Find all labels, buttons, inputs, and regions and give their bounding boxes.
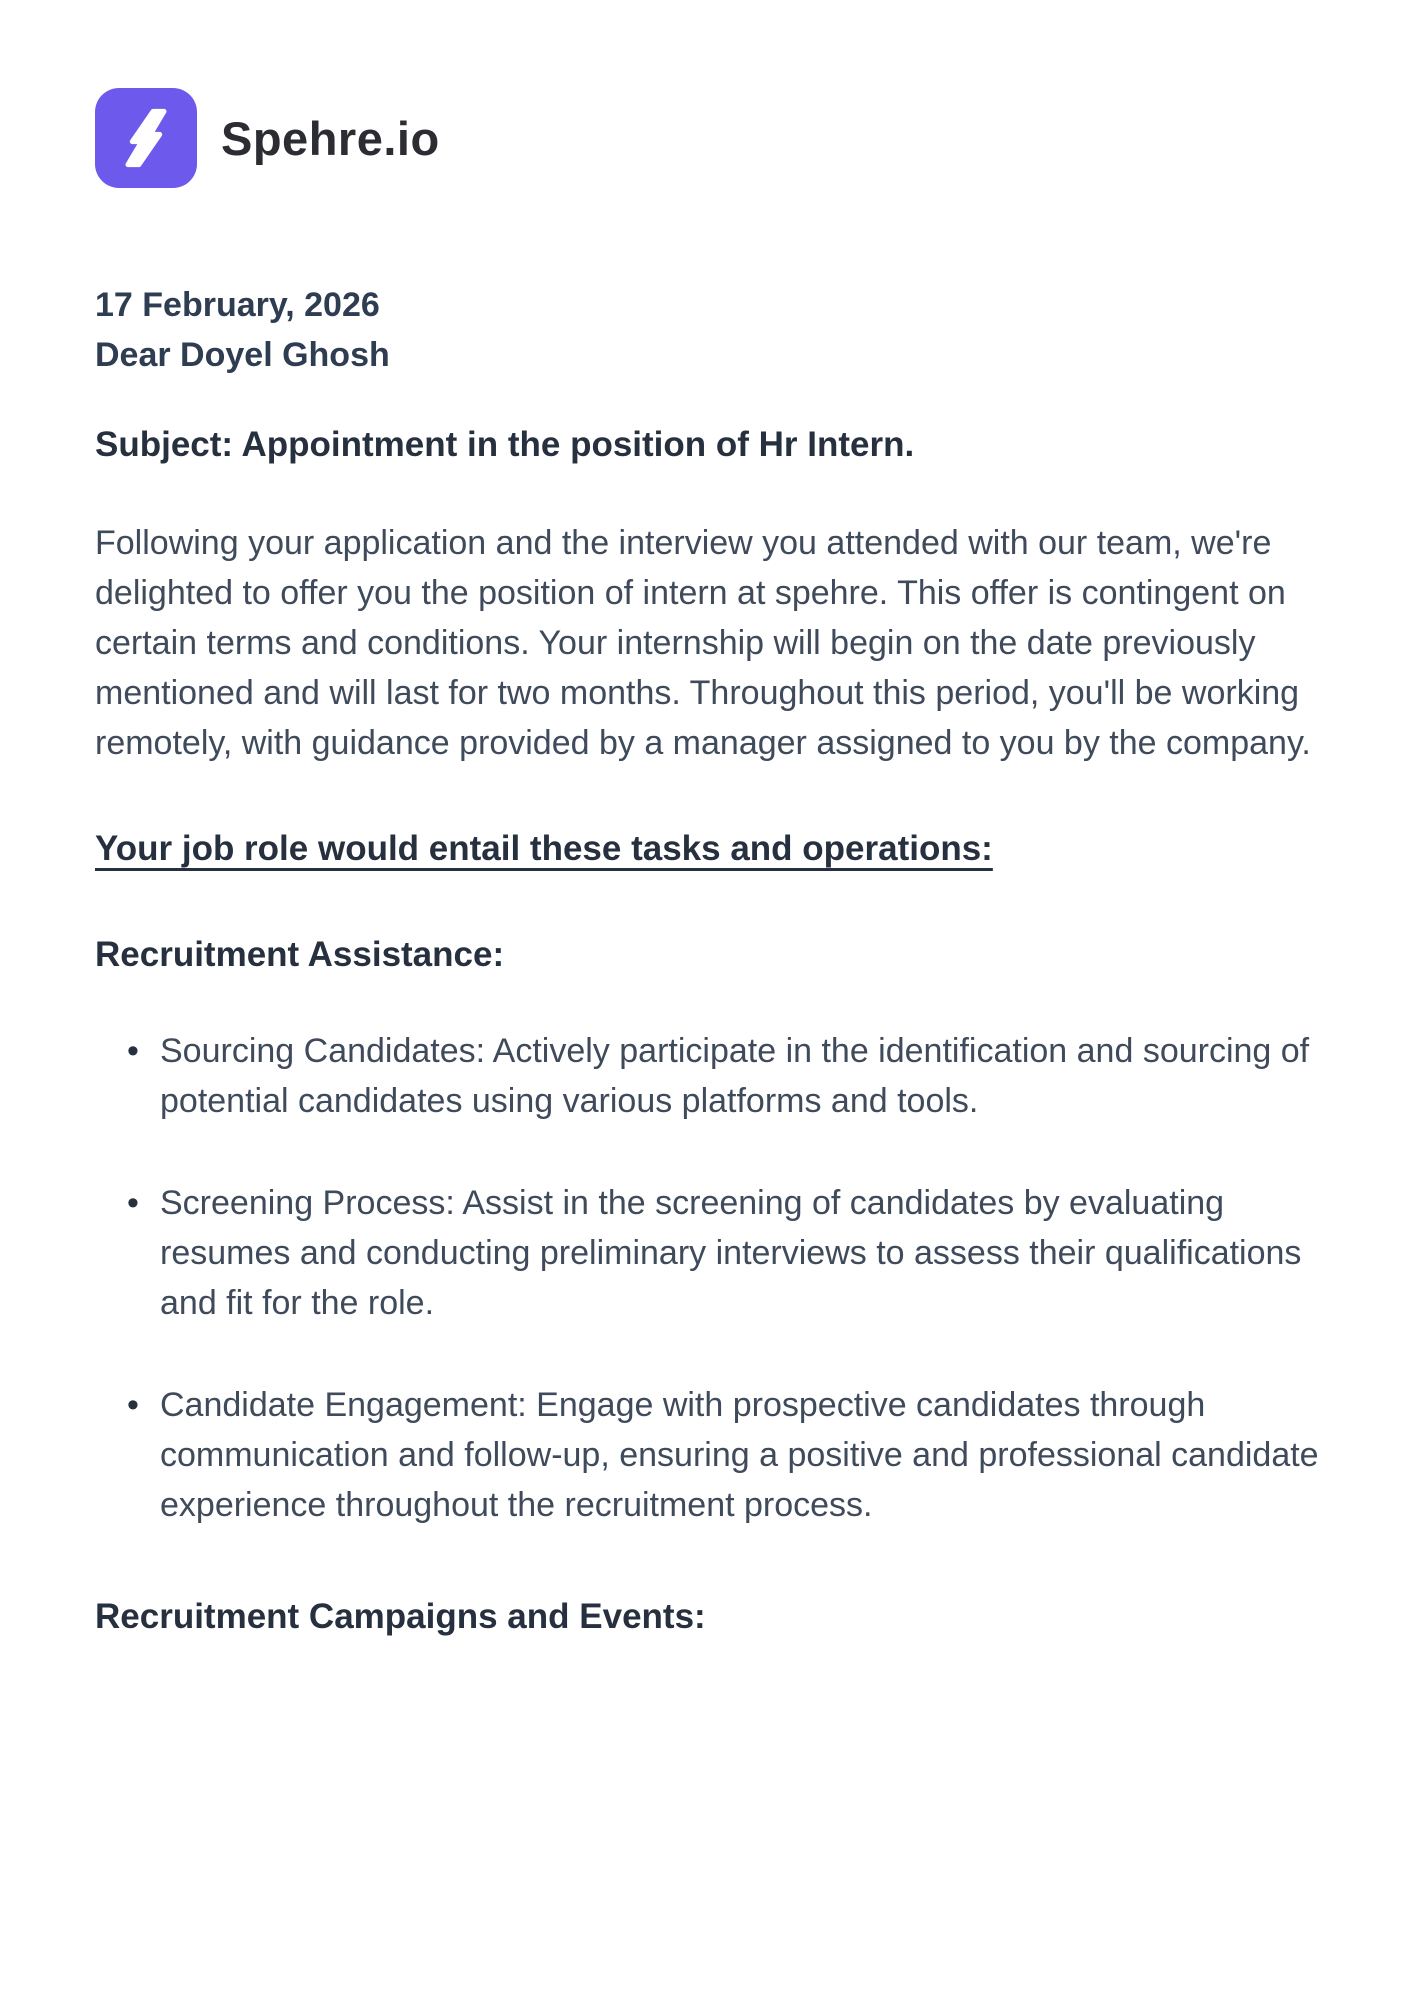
- tasks-heading: Your job role would entail these tasks and operations:: [95, 829, 993, 868]
- brand-name: Spehre.io: [221, 111, 440, 165]
- spehre-logo-icon: [95, 88, 197, 188]
- list-item: [95, 1178, 1319, 1328]
- brand-header: [95, 88, 1319, 188]
- list-item: [95, 1026, 1319, 1126]
- list-item-text: Candidate Engagement: Engage with prospective candidates through communication and follow-up, ensuring a positive and professional candidate experience throughout the recruitment process.: [160, 1386, 1319, 1524]
- letter-date: 17 February, 2026: [95, 286, 380, 324]
- list-item-text: Screening Process: Assist in the screening of candidates by evaluating resumes and conducting preliminary interviews to assess their qualifications and fit for the role.: [160, 1184, 1302, 1322]
- letter-greeting: Dear Doyel Ghosh: [95, 336, 390, 374]
- letter-intro-paragraph: Following your application and the interview you attended with our team, we're delighted to offer you the position of intern at spehre. This offer is contingent on certain terms and conditions. Your internship will begin on the date previously mentioned and will last for two months. Throughout this period, you'll be working remotely, with guidance provided by a manager assigned to you by the company.: [95, 524, 1311, 762]
- section-heading-recruitment-assistance: Recruitment Assistance:: [95, 935, 505, 974]
- recruitment-assistance-bullet-list: [95, 1026, 1319, 1530]
- bullet-icon: •: [127, 1386, 139, 1424]
- list-item: [95, 1380, 1319, 1530]
- bullet-icon: •: [127, 1184, 139, 1222]
- section-heading-recruitment-campaigns: Recruitment Campaigns and Events:: [95, 1597, 706, 1636]
- list-item-text: Sourcing Candidates: Actively participate in the identification and sourcing of potential candidates using various platforms and tools.: [160, 1032, 1310, 1120]
- bullet-icon: •: [127, 1032, 139, 1070]
- letter-subject: Subject: Appointment in the position of Hr Intern.: [95, 425, 915, 464]
